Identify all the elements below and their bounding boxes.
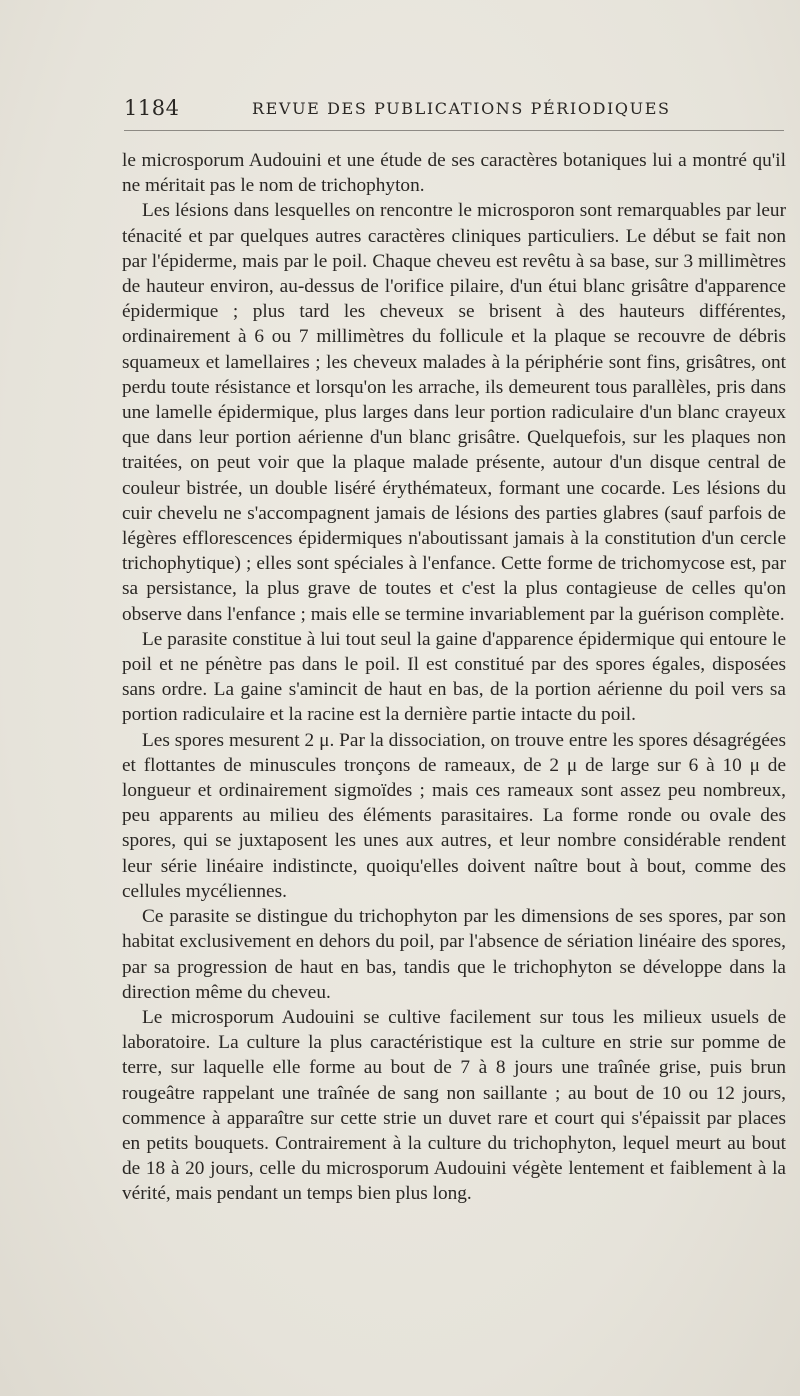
- paragraph-parasite: Le parasite constitue à lui tout seul la gaine d'apparence épidermique qui entoure le poil et ne pénètre pas dans le poil. Il est constitué par des spores égales, disposées sans ordre. La gaine s'amincit de haut en bas, de la portion aérienne du poil vers sa portion radiculaire et la racine est la dernière partie intacte du poil.: [122, 628, 786, 726]
- body-text: [122, 148, 786, 1207]
- paragraph-culture: Le microsporum Audouini se cultive facilement sur tous les milieux usuels de laboratoire. La culture la plus caractéristique est la culture en strie sur pomme de terre, sur laquelle elle forme au bout de 7 à 8 jours une traînée grise, puis brun rougeâtre rappelant une traînée de sang non saillante ; au bout de 10 ou 12 jours, commence à apparaître sur cette strie un duvet rare et court qui s'épaissit par places en petits bouquets. Contrairement à la culture du trichophyton, lequel meurt au bout de 18 à 20 jours, celle du microsporum Audouini végète lentement et faiblement à la vérité, mais pendant un temps bien plus long.: [122, 1006, 786, 1205]
- paragraph-distinction: Ce parasite se distingue du trichophyton par les dimensions de ses spores, par son habitat exclusivement en dehors du poil, par l'absence de sériation linéaire des spores, par sa progression de haut en bas, tandis que le trichophyton se développe dans la direction même du cheveu.: [122, 906, 786, 1003]
- header-rule: [124, 130, 784, 131]
- page-header: [124, 96, 784, 126]
- running-head: REVUE DES PUBLICATIONS PÉRIODIQUES: [252, 99, 671, 118]
- page-number: 1184: [124, 96, 180, 120]
- paragraph-lesions: Les lésions dans lesquelles on rencontre le microsporon sont remarquables par leur ténacité et par quelques autres caractères cliniques particuliers. Le début se fait non par l'épiderme, mais par le poil. Chaque cheveu est revêtu à sa base, sur 3 millimètres de hauteur environ, au-dessus de l'orifice pilaire, d'un étui blanc grisâtre d'apparence épidermique ; plus tard les cheveux se brisent à des hauteurs différentes, ordinairement à 6 ou 7 millimètres du follicule et la plaque se recouvre de débris squameux et lamellaires ; les cheveux malades à la périphérie sont fins, grisâtres, ont perdu toute résistance et lorsqu'on les arrache, ils demeurent tous parallèles, pris dans une lamelle épidermique, plus larges dans leur portion radiculaire d'un blanc crayeux que dans leur portion aérienne d'un blanc grisâtre. Quelquefois, sur les plaques non traitées, on peut voir que la plaque malade présente, autour d'un disque central de couleur bistrée, un double liséré érythémateux, formant une cocarde. Les lésions du cuir chevelu ne s'accompagnent jamais de lésions des parties glabres (sauf parfois de légères efflorescences épidermiques n'aboutissant jamais à la constitution d'un cercle trichophytique) ; elles sont spéciales à l'enfance. Cette forme de trichomycose est, par sa persistance, la plus grave de toutes et c'est la plus contagieuse de celles qu'on observe dans l'enfance ; mais elle se termine invariablement par la guérison complète.: [122, 200, 786, 625]
- paragraph-spores: Les spores mesurent 2 μ. Par la dissociation, on trouve entre les spores désagrégées et flottantes de minuscules tronçons de rameaux, de 2 μ de large sur 6 à 10 μ de longueur et ordinairement sigmoïdes ; mais ces rameaux sont assez peu nombreux, peu apparents au milieu des éléments parasitaires. La forme ronde ou ovale des spores, qui se juxtaposent les unes aux autres, et leur nombre considérable rendent leur série linéaire indistincte, quoiqu'elles doivent naître bout à bout, comme des cellules mycéliennes.: [122, 729, 786, 902]
- paragraph-continuation: le microsporum Audouini et une étude de ses caractères botaniques lui a montré qu'il ne méritait pas le nom de trichophyton.: [122, 150, 786, 197]
